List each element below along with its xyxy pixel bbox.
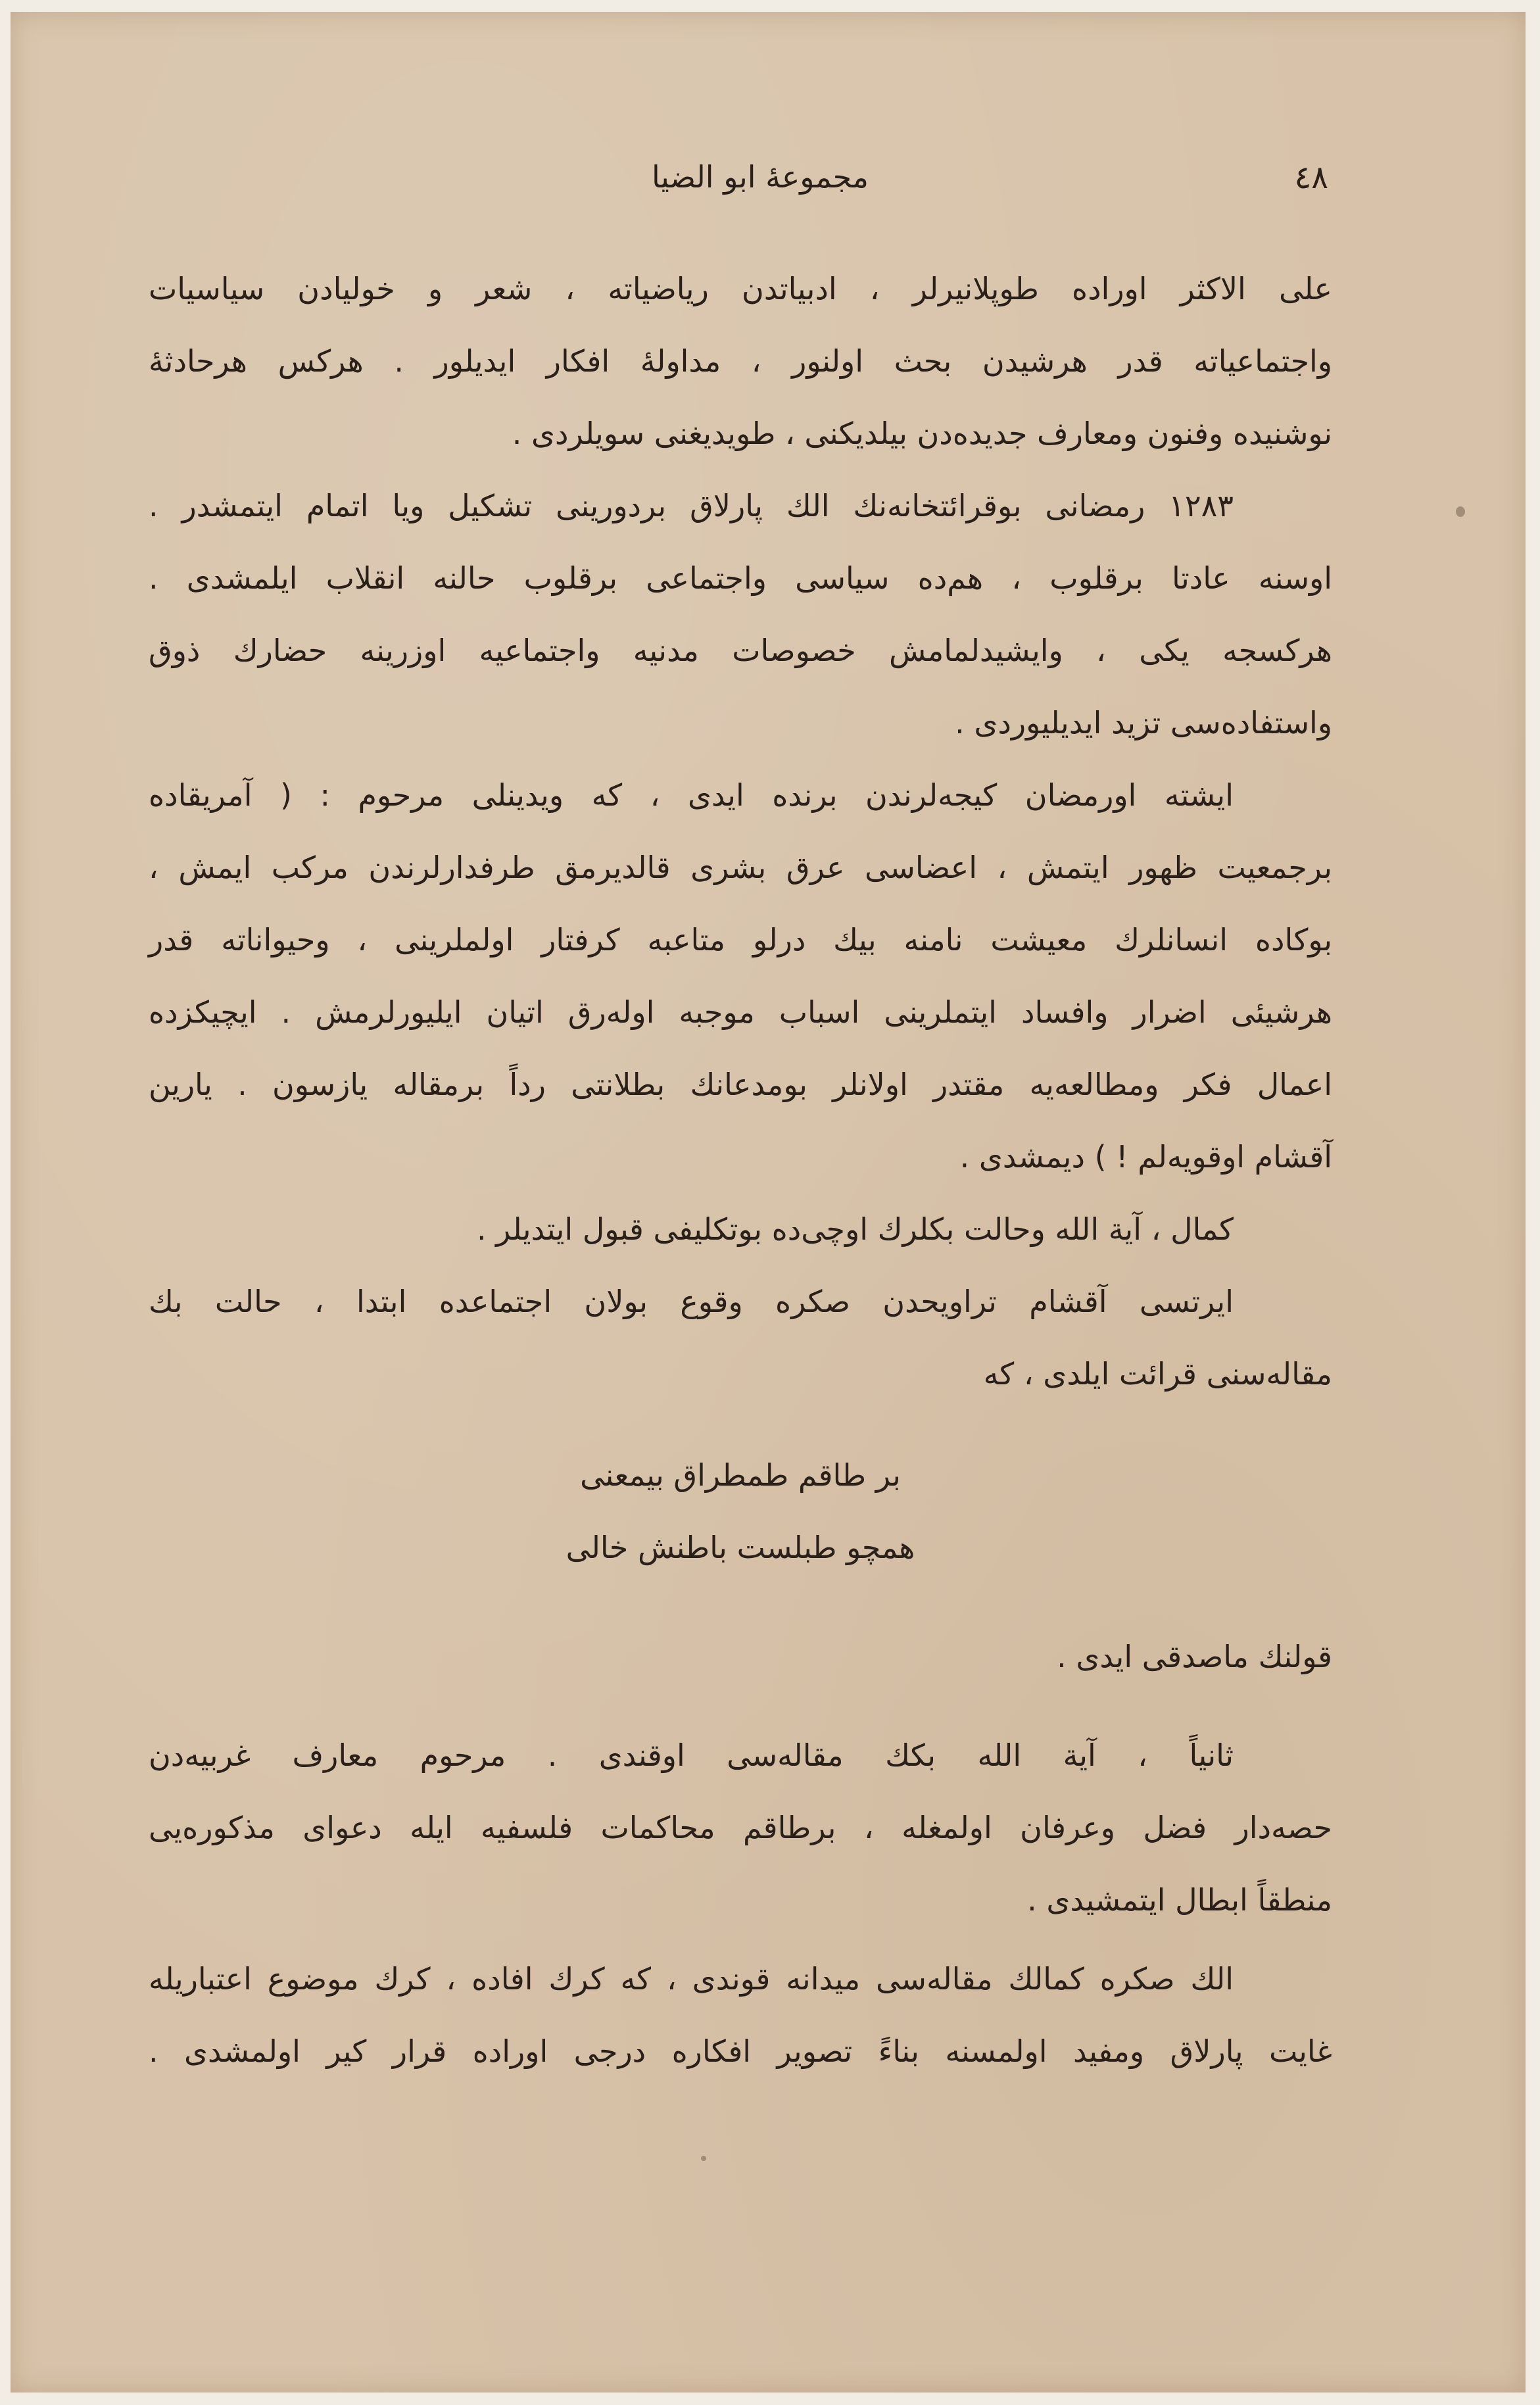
body-text: [149, 12, 1332, 2379]
text-line: علی الاکثر اوراده طوپلانیرلر ، ادبیاتدن ریاضیاته ، شعر و خولیادن سیاسیات: [149, 271, 1332, 306]
paragraph-first-line: ایرتسی آقشام تراویحدن صکره وقوع بولان اجتماعده ابتدا ، حالت بك: [149, 1284, 1234, 1319]
paragraph-first-line: ثانیاً ، آیة الله بکك مقاله‌سی اوقندی . مرحوم معارف غربیه‌دن: [149, 1737, 1234, 1773]
page-number: ٤٨: [1294, 159, 1328, 196]
text-line: قولنك ماصدقی ایدی .: [1057, 1639, 1332, 1674]
ink-speck: [1456, 506, 1465, 517]
text-line: مقاله‌سنی قرائت ایلدی ، که: [983, 1356, 1332, 1392]
paragraph-first-line: کمال ، آیة الله وحالت بکلرك اوچی‌ده بوتکلیفی قبول ایتدیلر .: [476, 1211, 1234, 1247]
text-line: اوسنه عادتا برقلوب ، هم‌ده سیاسی واجتماعی برقلوب حالنه انقلاب ایلمشدی .: [149, 560, 1332, 596]
text-line: اعمال فکر ومطالعه‌یه مقتدر اولانلر بومدعانك بطلانتی رداً برمقاله یازسون . یارین: [149, 1067, 1332, 1102]
verse-line: بر طاقم طمطراق بیمعنی: [580, 1457, 901, 1493]
text-line: منطقاً ابطال ایتمشیدی .: [1027, 1882, 1332, 1918]
text-line: برجمعیت ظهور ایتمش ، اعضاسی عرق بشری قالدیرمق طرفدارلرندن مرکب ایمش ،: [149, 850, 1332, 885]
running-head: مجموعهٔ ابو الضیا: [652, 159, 869, 195]
text-line: حصه‌دار فضل وعرفان اولمغله ، برطاقم محاکمات فلسفیه ایله دعوای مذکوره‌یی: [149, 1810, 1332, 1845]
paragraph-first-line: الك صکره کمالك مقاله‌سی میدانه قوندی ، که کرك افاده ، کرك موضوع اعتباریله: [149, 1961, 1234, 1997]
text-line: نوشنیده وفنون ومعارف جدیده‌دن بیلدیکنی ، طویدیغنی سویلردی .: [512, 416, 1332, 451]
text-line: آقشام اوقویه‌لم ! ) دیمشدی .: [959, 1139, 1332, 1175]
text-line: واستفاده‌سی تزید ایدیلیوردی .: [955, 705, 1332, 741]
text-line: غایت پارلاق ومفید اولمسنه بناءً تصویر افکاره درجی اوراده قرار کیر اولمشدی .: [149, 2033, 1332, 2069]
paragraph-first-line: ایشته اورمضان کیجه‌لرندن برنده ایدی ، که ویدینلی مرحوم : ( آمریقاده: [149, 777, 1234, 813]
paragraph-first-line: ١٢٨٣ رمضانی بوقرائتخانه‌نك الك پارلاق بردورینی تشکیل ویا اتمام ایتمشدر .: [149, 488, 1234, 523]
book-page: [11, 12, 1526, 2393]
text-line: واجتماعیاته قدر هرشیدن بحث اولنور ، مداولهٔ افکار ایدیلور . هرکس هرحادثهٔ: [149, 343, 1332, 379]
verse-line: همچو طبلست باطنش خالی: [565, 1530, 915, 1565]
text-line: هرشیئی اضرار وافساد ایتملرینی اسباب موجبه اوله‌رق اتیان ایلیورلرمش . ایچیکزده: [149, 994, 1332, 1030]
text-line: هرکسجه یکی ، وایشیدلمامش خصوصات مدنیه واجتماعیه اوزرینه حضارك ذوق: [149, 633, 1332, 668]
text-line: بوکاده انسانلرك معیشت نامنه بیك درلو متاعبه کرفتار اولملرینی ، وحیواناته قدر: [149, 922, 1332, 958]
